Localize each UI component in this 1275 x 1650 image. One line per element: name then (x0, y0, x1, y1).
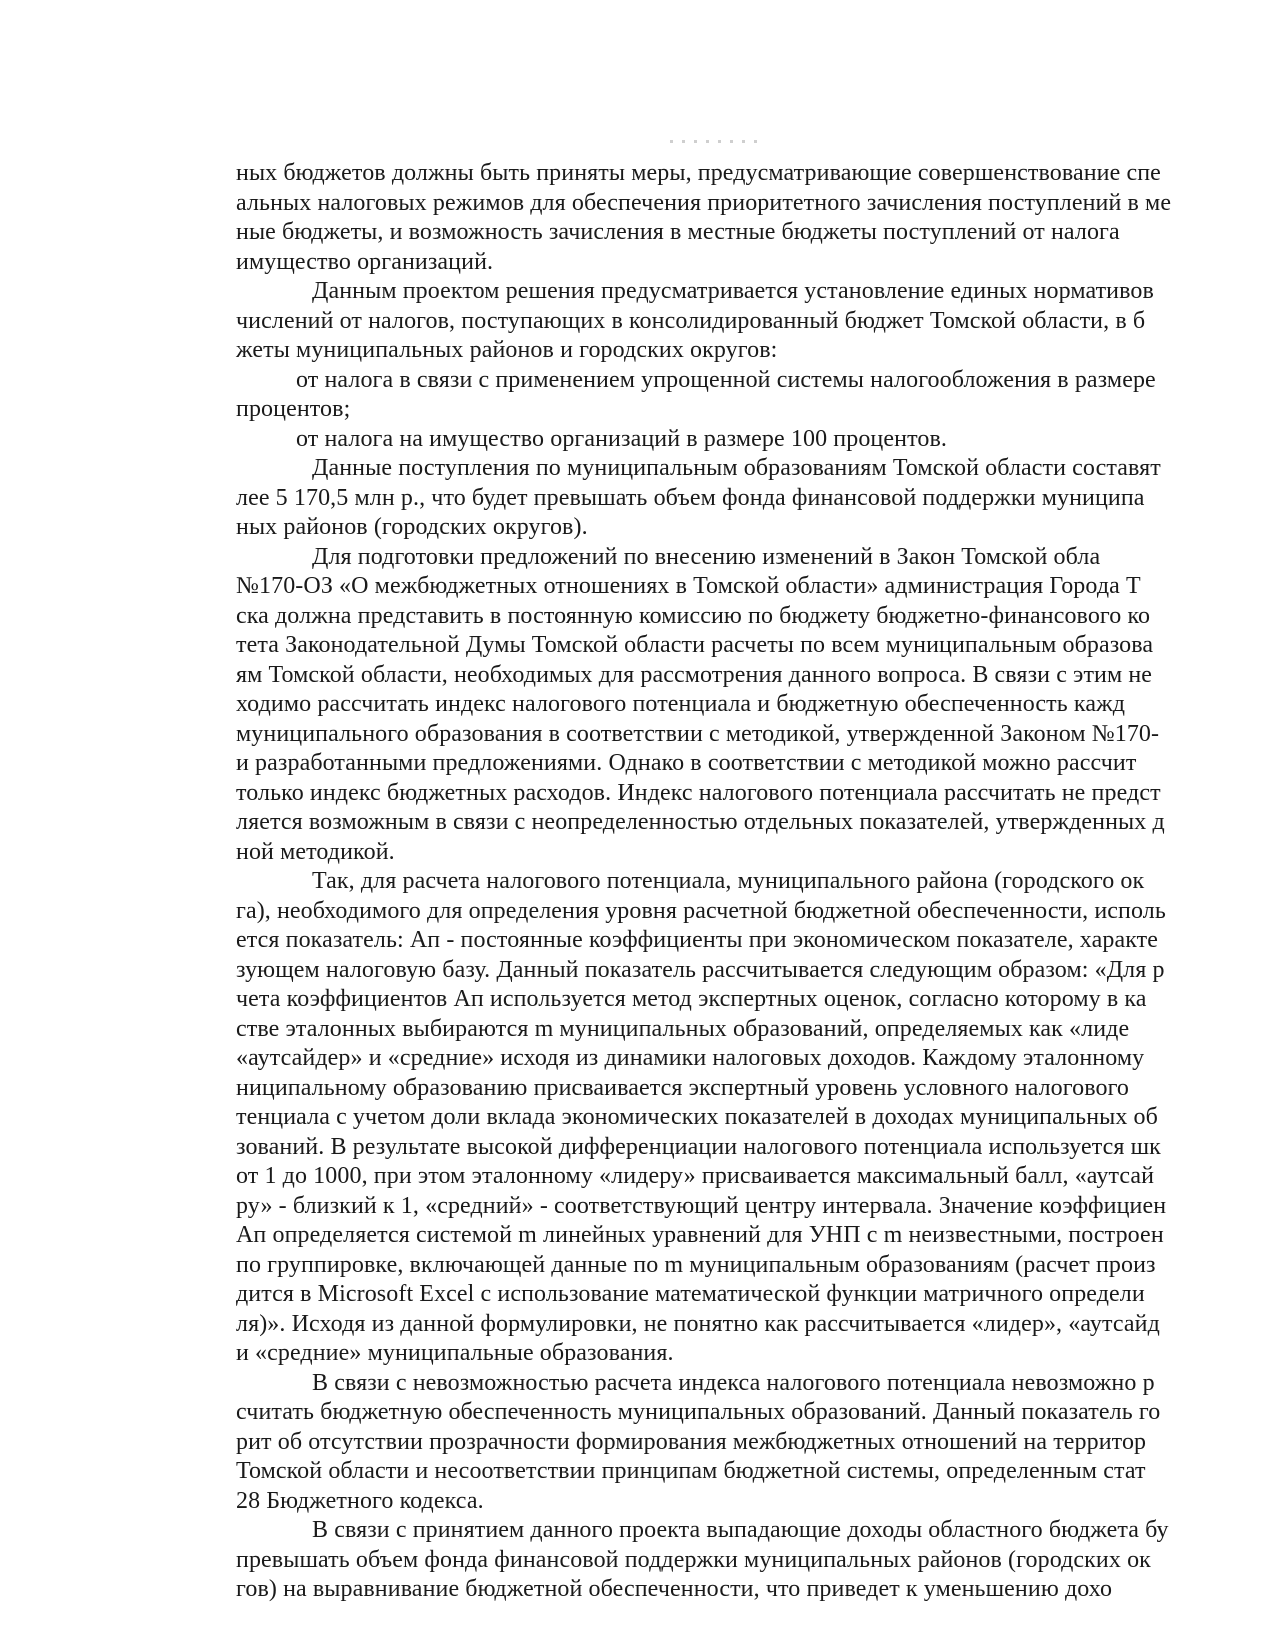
text-line: Для подготовки предложений по внесению изменений в Закон Томской обла (312, 543, 1101, 570)
text-line: превышать объем фонда финансовой поддержки муниципальных районов (городских ок (236, 1546, 1151, 1573)
text-line: лее 5 170,5 млн р., что будет превышать объем фонда финансовой поддержки муниципа (236, 484, 1145, 511)
text-line: от налога в связи с применением упрощенной системы налогообложения в размере (296, 366, 1156, 393)
text-line: ска должна представить в постоянную комиссию по бюджету бюджетно-финансового ко (236, 602, 1151, 629)
text-line: ной методикой. (236, 838, 395, 865)
scan-artifact (670, 140, 760, 143)
text-line: ных бюджетов должны быть приняты меры, предусматривающие совершенствование спе (236, 160, 1161, 186)
text-line: от налога на имущество организаций в размере 100 процентов. (296, 425, 947, 452)
text-line: «аутсайдер» и «средние» исходя из динамики налоговых доходов. Каждому эталонному (236, 1045, 1145, 1071)
text-line: чета коэффициентов Ап используется метод экспертных оценок, согласно которому в ка (236, 986, 1147, 1012)
text-line: ля)». Исходя из данной формулировки, не понятно как рассчитывается «лидер», «аутсайд (236, 1310, 1160, 1337)
text-line: и «средние» муниципальные образования. (236, 1340, 674, 1366)
text-line: считать бюджетную обеспеченность муниципальных образований. Данный показатель го (236, 1399, 1161, 1425)
text-line: Данным проектом решения предусматривается установление единых нормативов (312, 278, 1154, 304)
text-line: №170-ОЗ «О межбюджетных отношениях в Томской области» администрация Города Т (236, 573, 1141, 599)
text-line: ных районов (городских округов). (236, 514, 588, 540)
text-line: альных налоговых режимов для обеспечения приоритетного зачисления поступлений в ме (236, 189, 1172, 216)
text-line: Томской области и несоответствии принципам бюджетной системы, определенным стат (236, 1458, 1146, 1484)
text-line: 28 Бюджетного кодекса. (236, 1487, 484, 1514)
text-line: гов) на выравнивание бюджетной обеспеченности, что приведет к уменьшению дохо (236, 1576, 1113, 1602)
text-line: ляется возможным в связи с неопределенностью отдельных показателей, утвержденных д (236, 809, 1165, 835)
text-line: дится в Microsoft Excel с использование математической функции матричного определи (236, 1281, 1145, 1307)
text-line: ходимо рассчитать индекс налогового потенциала и бюджетную обеспеченность кажд (236, 691, 1126, 717)
text-line: от 1 до 1000, при этом эталонному «лидеру» присваивается максимальный балл, «аутсай (236, 1163, 1155, 1189)
text-line: ные бюджеты, и возможность зачисления в местные бюджеты поступлений от налога (236, 219, 1120, 245)
text-line: числений от налогов, поступающих в консолидированный бюджет Томской области, в б (236, 307, 1146, 334)
text-line: и разработанными предложениями. Однако в соответствии с методикой можно рассчит (236, 750, 1137, 776)
text-line: по группировке, включающей данные по m муниципальным образованиям (расчет произ (236, 1251, 1156, 1278)
text-line: зующем налоговую базу. Данный показатель рассчитывается следующим образом: «Для р (236, 956, 1165, 983)
text-line: ниципальному образованию присваивается экспертный уровень условного налогового (236, 1074, 1130, 1101)
text-line: Так, для расчета налогового потенциала, муниципального района (городского ок (312, 868, 1145, 894)
text-line: Данные поступления по муниципальным образованиям Томской области составят (312, 455, 1161, 481)
text-line: жеты муниципальных районов и городских округов: (236, 337, 778, 363)
text-line: зований. В результате высокой дифференциации налогового потенциала используется шк (236, 1133, 1161, 1160)
text-line: ям Томской области, необходимых для рассмотрения данного вопроса. В связи с этим не (236, 661, 1153, 688)
text-line: Ап определяется системой m линейных уравнений для УНП с m неизвестными, построен (236, 1222, 1164, 1248)
text-line: тенциала с учетом доли вклада экономических показателей в доходах муниципальных об (236, 1104, 1158, 1130)
text-line: ется показатель: Ап - постоянные коэффициенты при экономическом показателе, характе (236, 927, 1158, 953)
text-line: процентов; (236, 396, 351, 422)
text-line: В связи с принятием данного проекта выпадающие доходы областного бюджета бу (312, 1517, 1169, 1543)
text-line: рит об отсутствии прозрачности формирования межбюджетных отношений на территор (236, 1428, 1147, 1455)
text-line: муниципального образования в соответствии с методикой, утвержденной Законом №170- (236, 720, 1160, 747)
text-line: имущество организаций. (236, 248, 494, 275)
text-line: только индекс бюджетных расходов. Индекс налогового потенциала рассчитать не предст (236, 779, 1161, 806)
text-line: тета Законодательной Думы Томской области расчеты по всем муниципальным образова (236, 632, 1154, 658)
text-line: ру» - близкий к 1, «средний» - соответствующий центру интервала. Значение коэффициен (236, 1192, 1167, 1219)
text-line: га), необходимого для определения уровня расчетной бюджетной обеспеченности, исполь (236, 897, 1166, 924)
text-line: В связи с невозможностью расчета индекса налогового потенциала невозможно р (312, 1369, 1155, 1396)
text-line: стве эталонных выбираются m муниципальных образований, определяемых как «лиде (236, 1015, 1130, 1042)
